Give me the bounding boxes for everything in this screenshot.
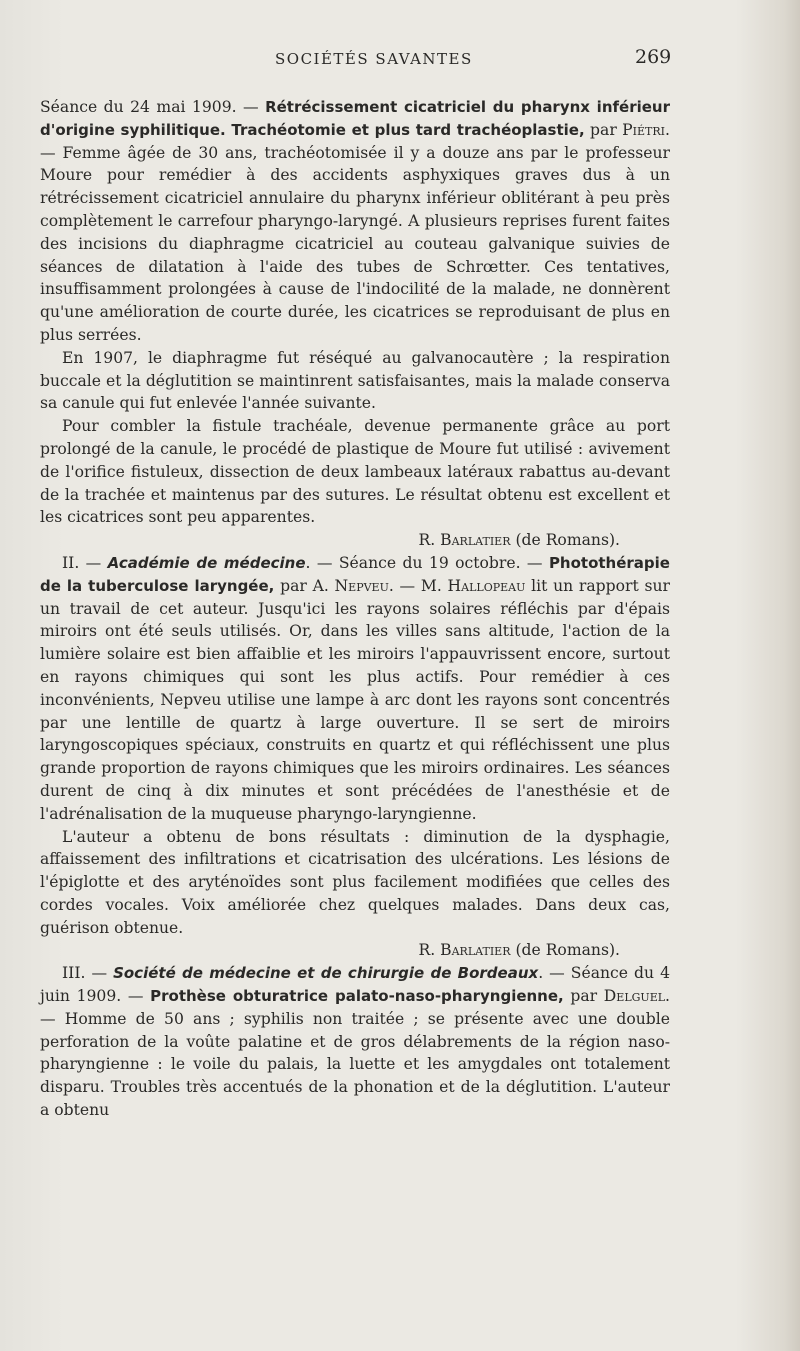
paragraph-academie xyxy=(40,552,670,826)
signature-initial: R. xyxy=(418,941,441,960)
signature xyxy=(40,529,670,552)
society-name: Société de médecine et de chirurgie de Bordeaux xyxy=(113,964,539,983)
article-title: Photothérapie de la tuberculose laryngée, xyxy=(40,553,670,595)
text-run: par xyxy=(584,120,623,139)
section-number: II. — xyxy=(62,553,108,572)
paragraph-resultats: L'auteur a obtenu de bons résultats : diminution de la dysphagie, affaissement des infiltrations et cicatrisation des ulcérations. Les lésions de l'épiglotte et des aryténoïdes sont plus facilement modifiées que celles des cordes vocales. Voix améliorée chez quelques malades. Dans deux cas, guérison obtenue. xyxy=(40,827,670,937)
author-name: Nepveu xyxy=(334,576,389,595)
article-title: Rétrécissement cicatriciel du pharynx inférieur d'origine syphilitique. Trachéotomie et plus tard trachéoplastie, xyxy=(40,98,670,139)
author-name: Piétri xyxy=(622,120,666,139)
text-run: . — M. xyxy=(388,576,448,595)
session-date: . — Séance du 4 juin 1909. — xyxy=(40,964,670,1006)
author-name: Delguel xyxy=(603,987,666,1006)
paragraph-retrecissement xyxy=(40,96,670,347)
reporter-name: Hallopeau xyxy=(447,576,526,595)
section-number: III. — xyxy=(62,964,114,983)
article-title: Prothèse obturatrice palato-naso-pharyngienne, xyxy=(150,987,564,1006)
signature-name: Barlatier xyxy=(440,941,511,960)
paragraph-text: . — Homme de 50 ans ; syphilis non traitée ; se présente avec une double perforation de la voûte palatine et de gros délabrements de la région naso-pharyngienne : le voile du palais, la luette et les amygdales ont totalement disparu. Troubles très accentués de la phonation et de la déglutition. L'auteur a obtenu xyxy=(40,987,670,1120)
article-body xyxy=(40,96,670,1122)
signature-place: (de Romans). xyxy=(510,531,620,550)
session-date: Séance du 24 mai 1909. — xyxy=(40,98,266,116)
paragraph-bordeaux xyxy=(40,962,670,1122)
signature-initial: R. xyxy=(418,531,441,550)
session-date: . — Séance du 19 octobre. — xyxy=(305,553,549,572)
signature-name: Barlatier xyxy=(440,531,511,550)
signature-place: (de Romans). xyxy=(510,941,620,960)
running-title: SOCIÉTÉS SAVANTES xyxy=(275,50,473,68)
paragraph-text: lit un rapport sur un travail de cet auteur. Jusqu'ici les rayons solaires réfléchis par d'épais miroirs ont été seuls utilisés. Or, dans les villes sans altitude, l'action de la lumière solaire est bien affaiblie et les miroirs l'appauvrissent encore, surtout en rayons chimiques qui sont les plus actifs. Pour remédier à ces inconvénients, Nepveu utilise une lampe à arc dont les rayons sont concentrés par une lentille de quartz à large ouverture. Il se sert de miroirs laryngoscopiques spéciaux, construits en quartz et qui réfléchissent une plus grande proportion de rayons chimiques que les miroirs ordinaires. Les séances durent de cinq à dix minutes et sont précédées de l'anesthésie et de l'adrénalisation de la muqueuse pharyngo-laryngienne. xyxy=(40,576,670,823)
running-header xyxy=(0,44,800,74)
signature xyxy=(40,939,670,962)
paragraph-fistule: Pour combler la fistule trachéale, devenue permanente grâce au port prolongé de la canule, le procédé de plastique de Moure fut utilisé : avivement de l'orifice fistuleux, dissection de deux lambeaux latéraux rabattus au-devant de la trachée et maintenus par des sutures. Le résultat obtenu est excellent et les cicatrices sont peu apparentes. xyxy=(40,417,670,527)
text-run: par xyxy=(563,987,604,1006)
paragraph-text: . — Femme âgée de 30 ans, trachéotomisée il y a douze ans par le professeur Moure pour remédier à des accidents asphyxiques graves dus à un rétrécissement cicatriciel annulaire du pharynx inférieur oblitérant à peu près complètement le carrefour pharyngo-laryngé. A plusieurs reprises furent faites des incisions du diaphragme cicatriciel au couteau galvanique suivies de séances de dilatation à l'aide des tubes de Schrœtter. Ces tentatives, insuffisamment prolongées à cause de l'indocilité de la malade, ne donnèrent qu'une amélioration de courte durée, les cicatrices se reproduisant de plus en plus serrées. xyxy=(40,120,670,344)
paragraph-1907: En 1907, le diaphragme fut réséqué au galvanocautère ; la respiration buccale et la déglutition se maintinrent satisfaisantes, mais la malade conserva sa canule qui fut enlevée l'année suivante. xyxy=(40,348,670,413)
society-name: Académie de médecine xyxy=(107,553,306,572)
page-number: 269 xyxy=(635,46,672,68)
text-run: par A. xyxy=(274,576,335,595)
